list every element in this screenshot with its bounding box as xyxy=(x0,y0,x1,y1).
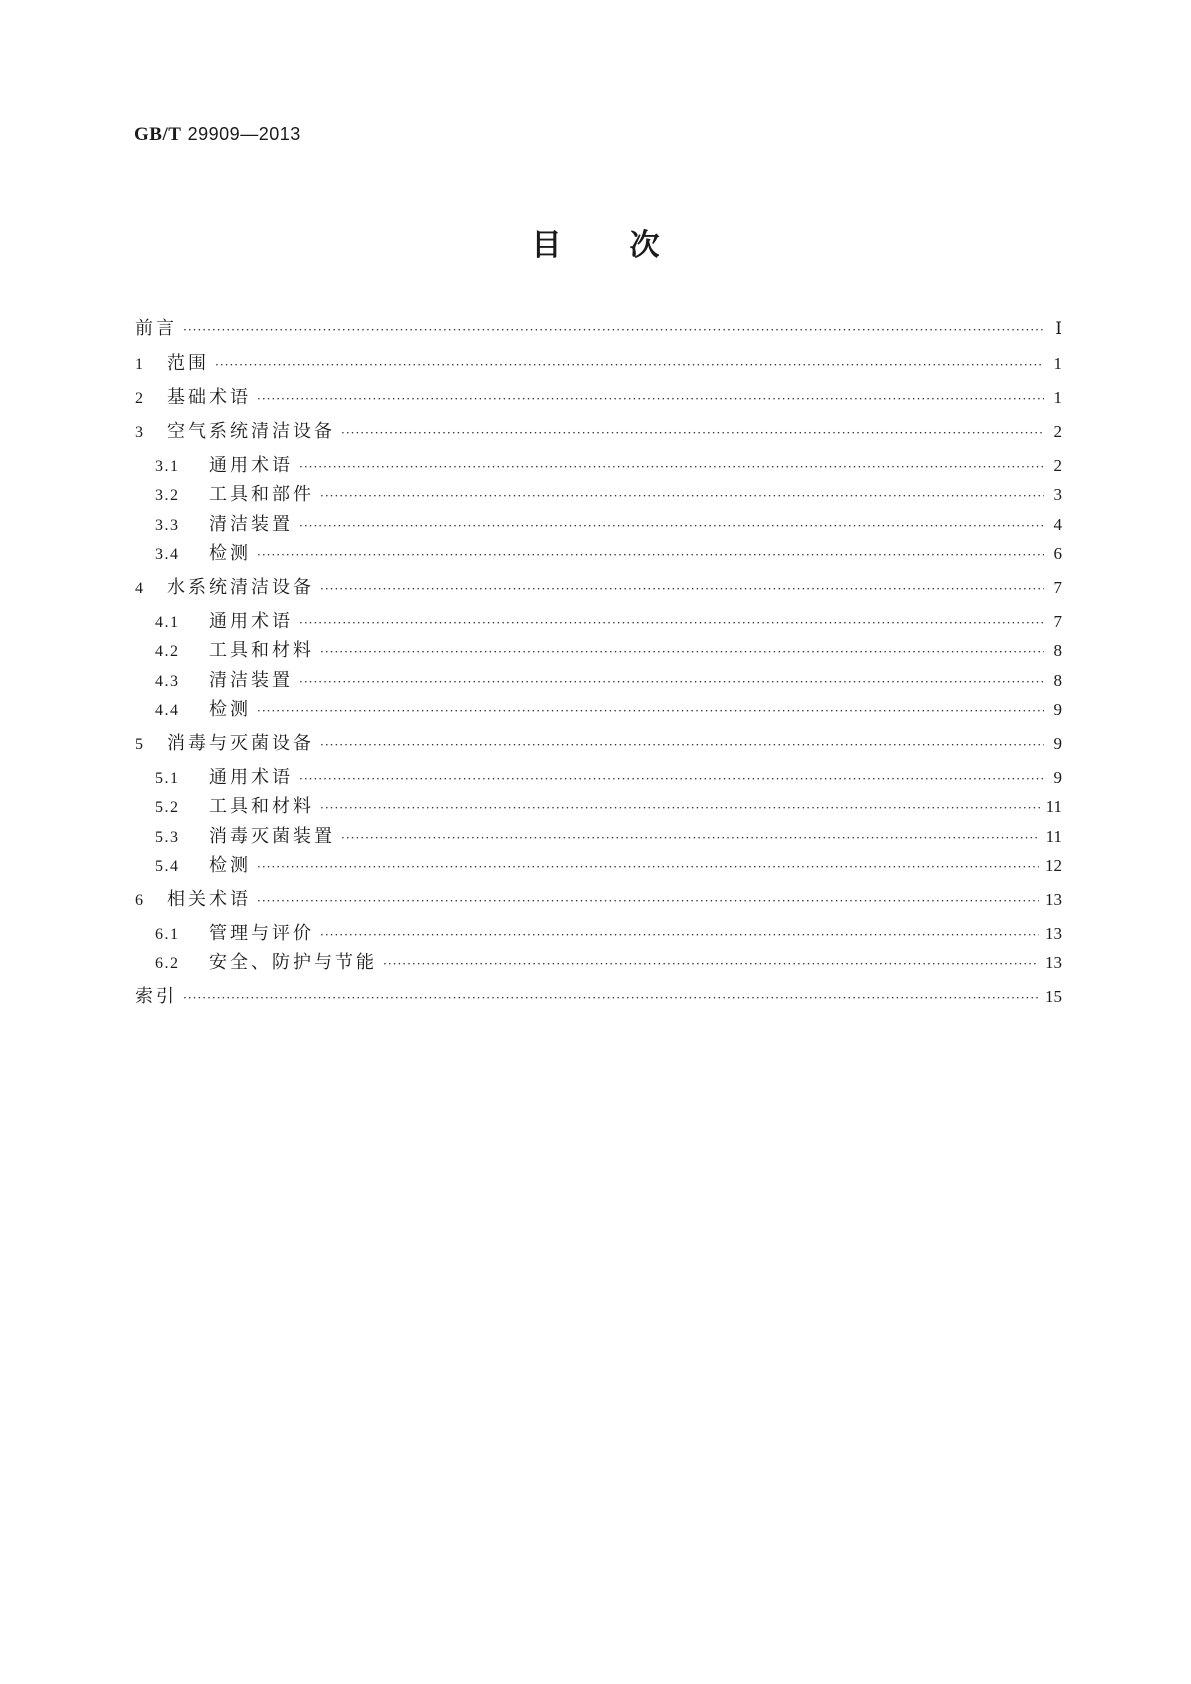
toc-entry-page: 8 xyxy=(1053,671,1062,690)
toc-entry-page: 4 xyxy=(1053,515,1062,534)
toc-leader-dots xyxy=(257,386,1044,412)
toc-entry-5-4[interactable] xyxy=(155,853,1062,879)
toc-entry-page: 12 xyxy=(1045,856,1062,875)
toc-entry-page: 7 xyxy=(1053,578,1062,597)
toc-entry-5-1[interactable] xyxy=(155,765,1062,791)
toc-entry-page: 11 xyxy=(1045,797,1062,816)
toc-leader-dots xyxy=(215,352,1044,378)
toc-leader-dots xyxy=(183,317,1044,343)
toc-leader-dots xyxy=(383,951,1039,977)
toc-leader-dots xyxy=(320,483,1044,509)
toc-entry-4[interactable] xyxy=(135,575,1062,601)
toc-entry-foreword[interactable] xyxy=(135,316,1062,342)
toc-entry-3-2[interactable] xyxy=(155,482,1062,508)
toc-leader-dots xyxy=(320,576,1044,602)
toc-entry-page: 9 xyxy=(1053,734,1062,753)
toc-entry-title: 清洁装置 xyxy=(209,670,293,691)
toc-entry-number: 6 xyxy=(135,892,145,909)
toc-entry-3-4[interactable] xyxy=(155,541,1062,567)
toc-entry-title: 前言 xyxy=(135,318,177,339)
toc-entry-title: 索引 xyxy=(135,986,177,1007)
toc-entry-page: Ⅰ xyxy=(1055,319,1062,338)
toc-entry-1[interactable] xyxy=(135,351,1062,377)
toc-entry-number: 6.1 xyxy=(155,926,180,943)
toc-entry-number: 4.3 xyxy=(155,673,180,690)
toc-entry-title: 基础术语 xyxy=(167,387,251,408)
toc-entry-title: 工具和材料 xyxy=(209,796,314,817)
toc-entry-title: 工具和部件 xyxy=(209,484,314,505)
toc-entry-page: 13 xyxy=(1045,953,1062,972)
toc-entry-page: 9 xyxy=(1053,768,1062,787)
toc-entry-page: 13 xyxy=(1045,924,1062,943)
toc-entry-title: 工具和材料 xyxy=(209,640,314,661)
toc-entry-title: 清洁装置 xyxy=(209,514,293,535)
toc-entry-title: 通用术语 xyxy=(209,767,293,788)
toc-entry-number: 5 xyxy=(135,736,145,753)
toc-entry-title: 空气系统清洁设备 xyxy=(167,421,335,442)
standard-code-number: 29909—2013 xyxy=(187,124,301,144)
toc-leader-dots xyxy=(257,888,1039,914)
toc-entry-title: 范围 xyxy=(167,353,209,374)
toc-entry-page: 3 xyxy=(1053,485,1062,504)
toc-entry-3[interactable] xyxy=(135,419,1062,445)
toc-leader-dots xyxy=(341,825,1040,851)
toc-entry-3-3[interactable] xyxy=(155,512,1062,538)
toc-leader-dots xyxy=(299,669,1044,695)
toc-entry-number: 4.4 xyxy=(155,702,180,719)
toc-leader-dots xyxy=(257,698,1044,724)
toc-leader-dots xyxy=(320,922,1039,948)
toc-leader-dots xyxy=(341,420,1044,446)
toc-entry-4-3[interactable] xyxy=(155,668,1062,694)
toc-entry-title: 检测 xyxy=(209,699,251,720)
toc-entry-5[interactable] xyxy=(135,731,1062,757)
toc-entry-4-1[interactable] xyxy=(155,609,1062,635)
toc-leader-dots xyxy=(299,766,1044,792)
toc-entry-number: 3.1 xyxy=(155,458,180,475)
toc-entry-number: 5.3 xyxy=(155,829,180,846)
toc-entry-number: 4.1 xyxy=(155,614,180,631)
toc-leader-dots xyxy=(257,542,1044,568)
toc-entry-5-3[interactable] xyxy=(155,824,1062,850)
toc-entry-6-1[interactable] xyxy=(155,921,1062,947)
toc-entry-3-1[interactable] xyxy=(155,453,1062,479)
toc-entry-number: 2 xyxy=(135,390,145,407)
toc-entry-title: 相关术语 xyxy=(167,889,251,910)
toc-entry-page: 11 xyxy=(1045,827,1062,846)
toc-entry-title: 检测 xyxy=(209,855,251,876)
toc-leader-dots xyxy=(320,732,1044,758)
toc-entry-page: 6 xyxy=(1053,544,1062,563)
standard-code xyxy=(134,124,301,146)
toc-entry-number: 5.2 xyxy=(155,799,180,816)
toc-entry-title: 安全、防护与节能 xyxy=(209,952,377,973)
toc-entry-number: 3.3 xyxy=(155,517,180,534)
toc-leader-dots xyxy=(183,985,1039,1011)
toc-leader-dots xyxy=(320,795,1040,821)
toc-entry-title: 通用术语 xyxy=(209,455,293,476)
toc-title xyxy=(0,226,1191,266)
toc-entry-number: 5.1 xyxy=(155,770,180,787)
toc-entry-title: 消毒灭菌装置 xyxy=(209,826,335,847)
toc-entry-page: 2 xyxy=(1053,422,1062,441)
toc-entry-title: 通用术语 xyxy=(209,611,293,632)
toc-entry-number: 3 xyxy=(135,424,145,441)
toc-title-char-1: 目 xyxy=(531,228,562,263)
toc-entry-number: 3.4 xyxy=(155,546,180,563)
toc-entry-number: 4.2 xyxy=(155,643,180,660)
toc-entry-page: 9 xyxy=(1053,700,1062,719)
toc-leader-dots xyxy=(299,513,1044,539)
standard-code-prefix: GB/T xyxy=(134,124,182,145)
toc-entry-title: 水系统清洁设备 xyxy=(167,577,314,598)
toc-title-char-2: 次 xyxy=(629,228,660,263)
toc-leader-dots xyxy=(257,854,1039,880)
toc-leader-dots xyxy=(299,454,1044,480)
toc-entry-title: 检测 xyxy=(209,543,251,564)
toc-entry-6[interactable] xyxy=(135,887,1062,913)
toc-leader-dots xyxy=(299,610,1044,636)
toc-entry-page: 7 xyxy=(1053,612,1062,631)
toc-entry-number: 5.4 xyxy=(155,858,180,875)
toc-entry-page: 2 xyxy=(1053,456,1062,475)
toc-entry-4-2[interactable] xyxy=(155,638,1062,664)
toc-entry-page: 13 xyxy=(1045,890,1062,909)
toc-entry-6-2[interactable] xyxy=(155,950,1062,976)
toc-entry-number: 1 xyxy=(135,356,145,373)
toc-entry-title: 管理与评价 xyxy=(209,923,314,944)
toc-entry-title: 消毒与灭菌设备 xyxy=(167,733,314,754)
toc-entry-5-2[interactable] xyxy=(155,794,1062,820)
toc-entry-page: 1 xyxy=(1053,388,1062,407)
toc-entry-page: 8 xyxy=(1053,641,1062,660)
toc-entry-number: 4 xyxy=(135,580,145,597)
toc-entry-4-4[interactable] xyxy=(155,697,1062,723)
toc-leader-dots xyxy=(320,639,1044,665)
toc-entry-number: 3.2 xyxy=(155,487,180,504)
toc-entry-number: 6.2 xyxy=(155,955,180,972)
toc-entry-2[interactable] xyxy=(135,385,1062,411)
toc-entry-index[interactable] xyxy=(135,984,1062,1010)
toc-entry-page: 15 xyxy=(1045,987,1062,1006)
toc-entry-page: 1 xyxy=(1053,354,1062,373)
